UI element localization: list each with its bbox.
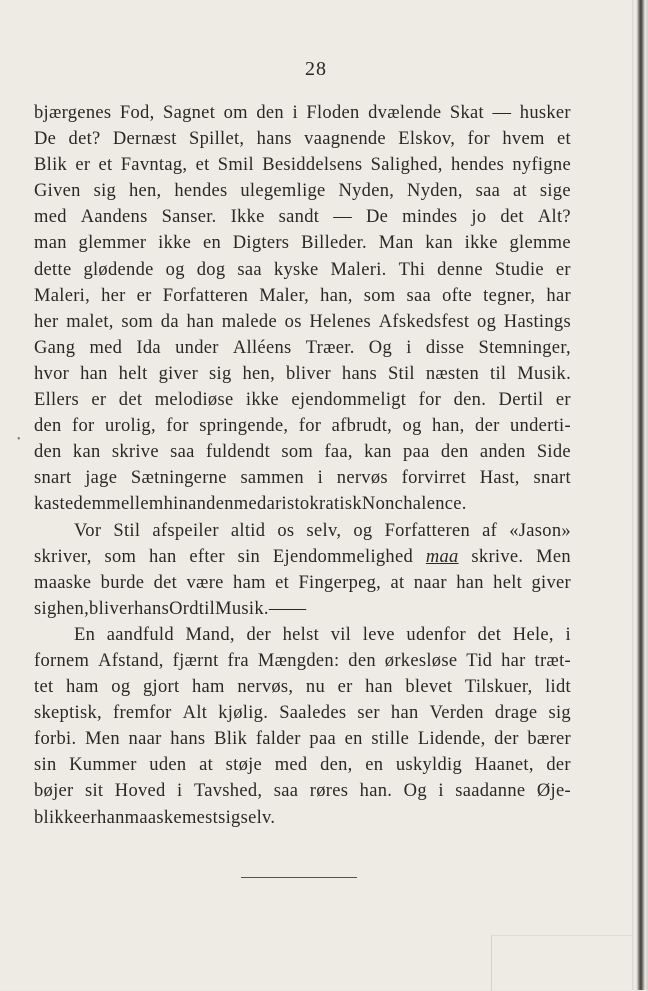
text-line: Maleri, her er Forfatteren Maler, han, som saa ofte tegner, har [34,285,571,306]
text-line: Given sig hen, hendes ulegemlige Nyden, Nyden, saa at sige [34,181,571,202]
page-number: 28 [305,58,327,80]
text-line: man glemmer ikke en Digters Billeder. Man kan ikke glemme [34,233,571,254]
margin-mark: • [17,434,21,445]
text-line: bøjer sit Hoved i Tavshed, saa røres han. Og i saadanne Øje- [34,781,571,802]
text-line: skeptisk, fremfor Alt kjølig. Saaledes ser han Verden drage sig [34,703,571,724]
text-line: forbi. Men naar hans Blik falder paa en stille Lidende, der bærer [34,729,571,750]
text-line: snart jage Sætningerne sammen i nervøs forvirret Hast, snart [34,468,571,489]
text-line: skriver, som han efter sin Ejendommelighed maa skrive. Men [34,546,571,567]
body-text [34,100,571,831]
text-line: sig hen, bliver hans Ord til Musik. — — [34,598,307,619]
text-line: Vor Stil afspeiler altid os selv, og Forfatteren af «Jason» [74,520,571,541]
text-line: bjærgenes Fod, Sagnet om den i Floden dvælende Skat — husker [34,103,571,123]
text-line: med Aandens Sanser. Ikke sandt — De mindes jo det Alt? [34,207,571,228]
text-line: kaste dem mellem hinanden med aristokratisk Nonchalence. [34,494,467,515]
text-line: De det? Dernæst Spillet, hans vaagnende Elskov, for hvem et [34,129,571,150]
book-spine-edge [632,0,648,990]
text-line: fornem Afstand, fjærnt fra Mængden: den ørkesløse Tid har træt- [34,650,571,671]
text-line: Blik er et Favntag, et Smil Besiddelsens Salighed, hendes nyfigne [34,155,571,176]
text-line: tet ham og gjort ham nervøs, nu er han blevet Tilskuer, lidt [34,677,571,698]
text-line: den kan skrive saa fuldendt som faa, kan paa den anden Side [34,442,571,463]
page-edge-shadow [491,935,632,991]
end-rule [241,877,357,878]
text-line: En aandfuld Mand, der helst vil leve udenfor det Hele, i [74,624,571,645]
text-line: sin Kummer uden at støje med den, en uskyldig Haanet, der [34,755,571,776]
text-line: den for urolig, for springende, for afbrudt, og han, der underti- [34,416,571,437]
text-line: dette glødende og dog saa kyske Maleri. Thi denne Studie er [34,259,571,280]
text-line: blikke er han maaske mest sig selv. [34,807,276,828]
text-line: hvor han helt giver sig hen, bliver hans Stil næsten til Musik. [34,363,571,384]
text-line: maaske burde det være ham et Fingerpeg, at naar han helt giver [34,572,571,593]
text-line: Ellers er det melodiøse ikke ejendommeligt for den. Dertil er [34,390,571,411]
text-line: Gang med Ida under Alléens Træer. Og i disse Stemninger, [34,337,571,358]
text-line: her malet, som da han malede os Helenes Afskedsfest og Hastings [34,311,571,332]
